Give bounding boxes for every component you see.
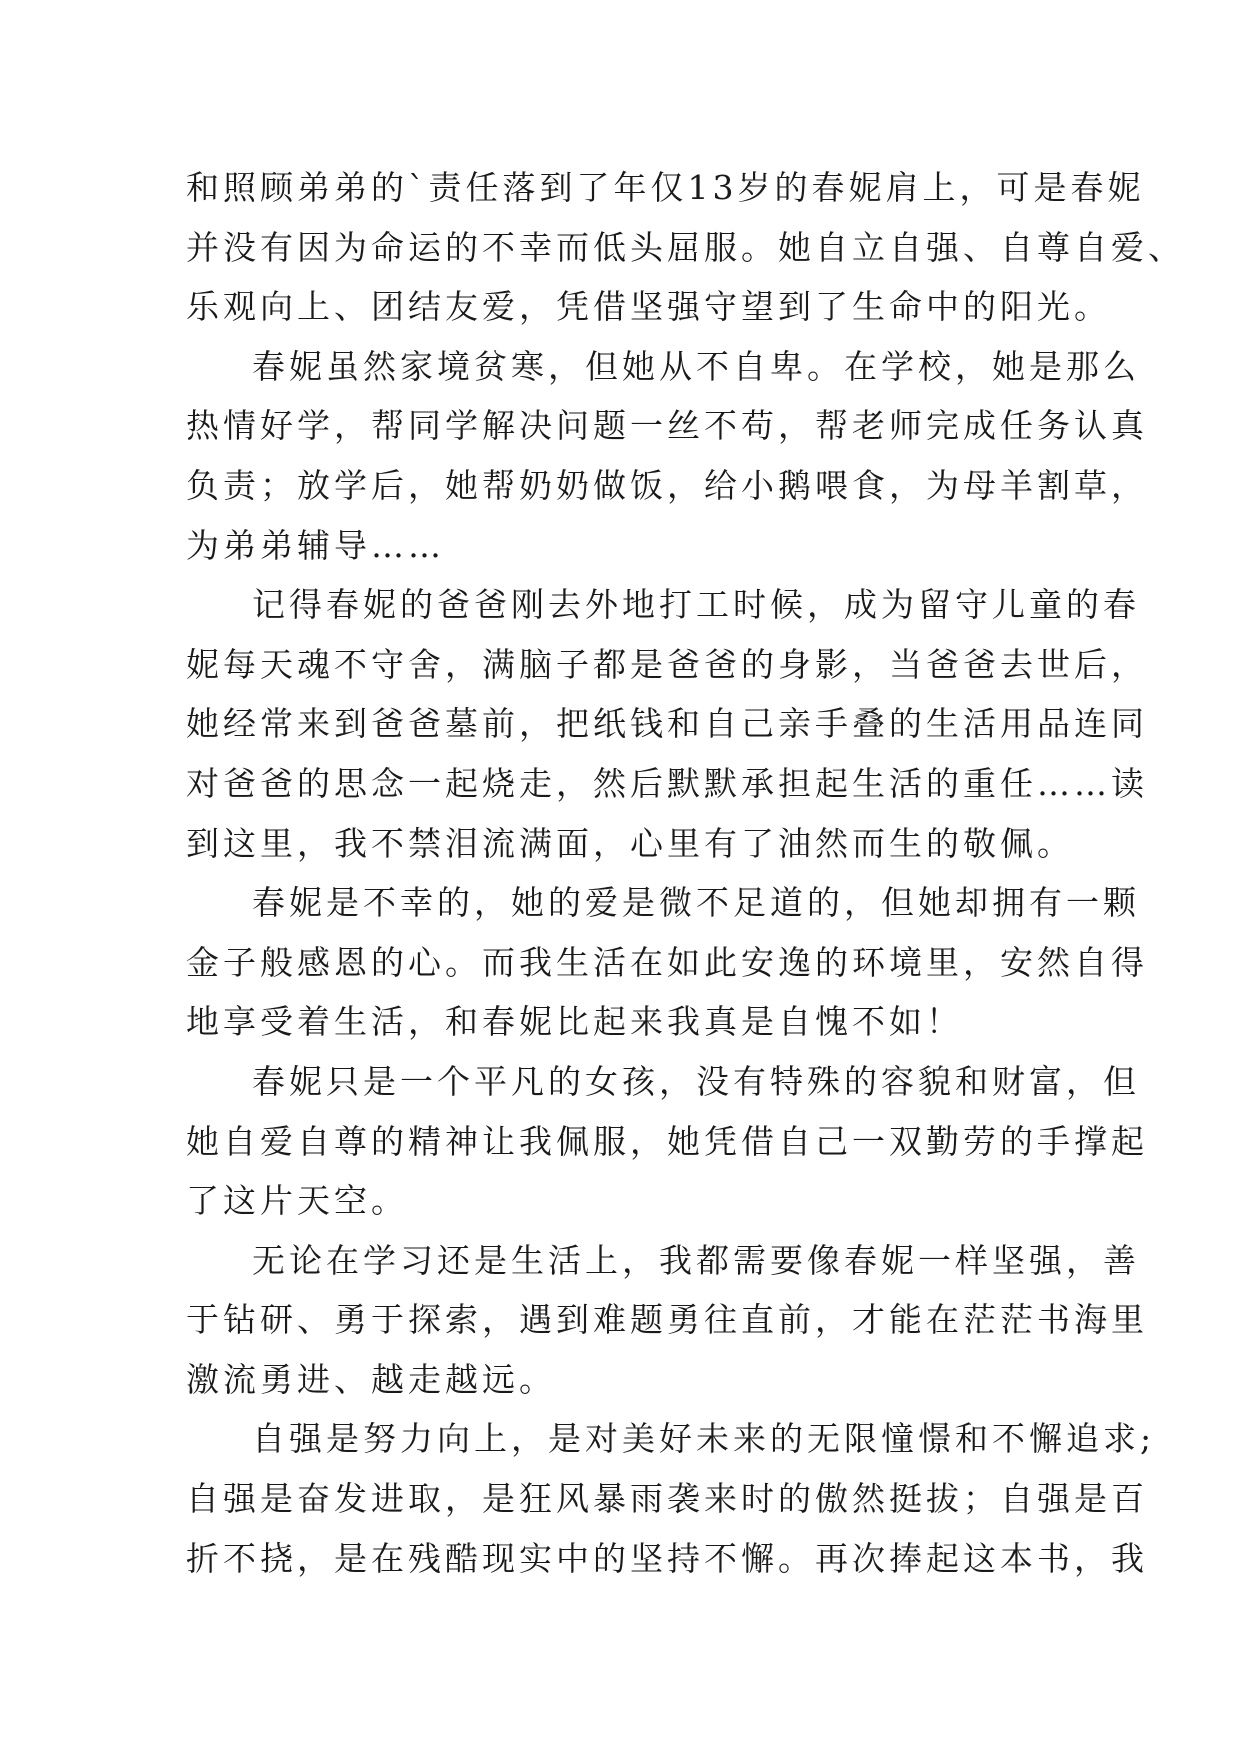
text-line: 春妮是不幸的，她的爱是微不足道的，但她却拥有一颗 — [252, 883, 1140, 923]
text-line: 金子般感恩的心。而我生活在如此安逸的环境里，安然自得 — [186, 942, 1148, 982]
text-line: 她自爱自尊的精神让我佩服，她凭借自己一双勤劳的手撑起 — [186, 1121, 1148, 1161]
text-line: 激流勇进、越走越远。 — [186, 1359, 556, 1399]
text-line: 妮每天魂不守舍，满脑子都是爸爸的身影，当爸爸去世后， — [186, 644, 1148, 684]
text-line: 并没有因为命运的不幸而低头屈服。她自立自强、自尊自爱、 — [186, 227, 1185, 267]
text-line: 对爸爸的思念一起烧走，然后默默承担起生活的重任……读 — [186, 763, 1148, 803]
text-line: 自强是奋发进取，是狂风暴雨袭来时的傲然挺拔；自强是百 — [186, 1479, 1148, 1519]
text-line: 热情好学，帮同学解决问题一丝不苟，帮老师完成任务认真 — [186, 406, 1148, 446]
text-line: 春妮虽然家境贫寒，但她从不自卑。在学校，她是那么 — [252, 346, 1140, 386]
text-line: 她经常来到爸爸墓前，把纸钱和自己亲手叠的生活用品连同 — [186, 704, 1148, 744]
text-line: 为弟弟辅导…… — [186, 525, 445, 565]
text-line: 到这里，我不禁泪流满面，心里有了油然而生的敬佩。 — [186, 823, 1074, 863]
text-line: 地享受着生活，和春妮比起来我真是自愧不如！ — [186, 1002, 963, 1042]
text-line: 乐观向上、团结友爱，凭借坚强守望到了生命中的阳光。 — [186, 287, 1111, 327]
text-line: 自强是努力向上，是对美好未来的无限憧憬和不懈追求; — [252, 1419, 1156, 1459]
text-line: 记得春妮的爸爸刚去外地打工时候，成为留守儿童的春 — [252, 585, 1140, 625]
text-line: 负责；放学后，她帮奶奶做饭，给小鹅喂食，为母羊割草， — [186, 465, 1148, 505]
text-line: 无论在学习还是生活上，我都需要像春妮一样坚强，善 — [252, 1240, 1140, 1280]
text-line: 于钻研、勇于探索，遇到难题勇往直前，才能在茫茫书海里 — [186, 1300, 1148, 1340]
body-text — [186, 158, 1185, 1588]
text-line: 了这片天空。 — [186, 1181, 408, 1221]
text-line: 春妮只是一个平凡的女孩，没有特殊的容貌和财富，但 — [252, 1061, 1140, 1101]
text-line: 折不挠，是在残酷现实中的坚持不懈。再次捧起这本书，我 — [186, 1538, 1148, 1578]
text-line: 和照顾弟弟的`责任落到了年仅13岁的春妮肩上，可是春妮 — [186, 168, 1145, 207]
